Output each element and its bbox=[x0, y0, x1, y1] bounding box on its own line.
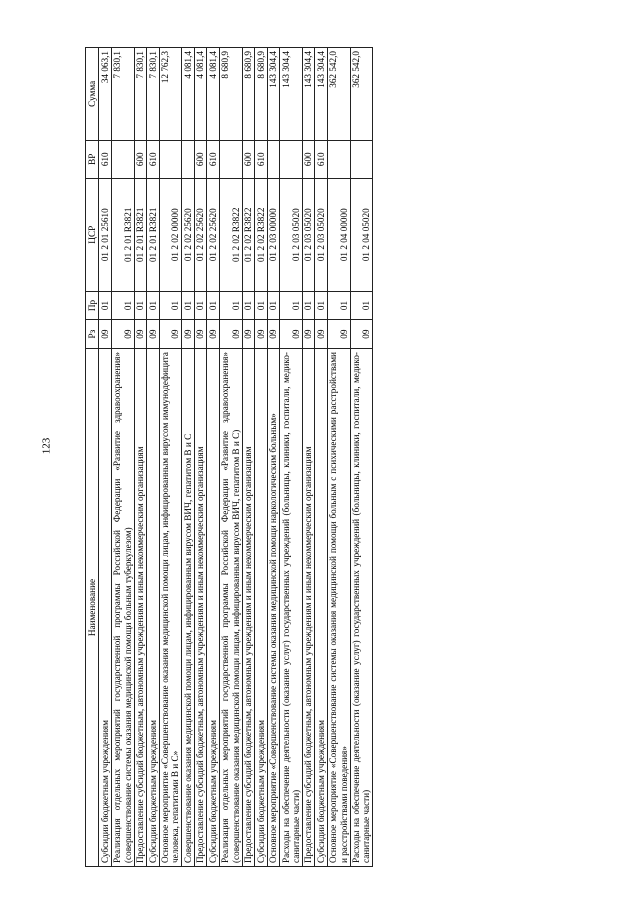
row-sum: 8 680,9 bbox=[242, 48, 254, 141]
row-vr: 610 bbox=[207, 140, 219, 178]
row-name: Расходы на обеспечение деятельности (оказание услуг) государственных учреждений (больницы, клиники, госпитали, медико-санитарные части) bbox=[280, 349, 303, 867]
row-csr: 01 2 01 R3821 bbox=[134, 178, 146, 291]
row-sum: 8 680,9 bbox=[255, 48, 267, 141]
row-name: Совершенствование оказания медицинской помощи лицам, инфицированным вирусом ВИЧ, гепатитом В и С bbox=[182, 349, 194, 867]
row-csr: 01 2 03 05020 bbox=[280, 178, 303, 291]
row-vr: 610 bbox=[99, 140, 111, 178]
table-row bbox=[182, 48, 194, 867]
row-rz: 09 bbox=[134, 320, 146, 349]
header-name: Наименование bbox=[86, 349, 99, 867]
row-pr: 01 bbox=[159, 291, 182, 320]
budget-table bbox=[85, 47, 373, 867]
row-vr: 600 bbox=[242, 140, 254, 178]
row-rz: 09 bbox=[242, 320, 254, 349]
row-csr: 01 2 04 05020 bbox=[350, 178, 373, 291]
row-name: Предоставление субсидий бюджетным, автономным учреждениям и иным некоммерческим организациям bbox=[242, 349, 254, 867]
row-vr bbox=[182, 140, 194, 178]
row-pr: 01 bbox=[255, 291, 267, 320]
row-name: Реализация отдельных мероприятий государственной программы Российской Федерации «Развитие здравоохранения» (совершенствование системы оказания медицинской помощи больным туберкулезом) bbox=[111, 349, 134, 867]
row-name: Субсидии бюджетным учреждениям bbox=[315, 349, 327, 867]
row-pr: 01 bbox=[280, 291, 303, 320]
row-vr: 610 bbox=[147, 140, 159, 178]
row-pr: 01 bbox=[350, 291, 373, 320]
row-rz: 09 bbox=[327, 320, 350, 349]
row-pr: 01 bbox=[147, 291, 159, 320]
table-row bbox=[242, 48, 254, 867]
row-sum: 362 542,0 bbox=[327, 48, 350, 141]
row-vr: 610 bbox=[315, 140, 327, 178]
row-csr: 01 2 03 00000 bbox=[267, 178, 279, 291]
row-vr bbox=[327, 140, 350, 178]
row-pr: 01 bbox=[219, 291, 242, 320]
row-name: Расходы на обеспечение деятельности (оказание услуг) государственных учреждений (больницы, клиники, госпитали, медико-санитарные части) bbox=[350, 349, 373, 867]
table-row bbox=[147, 48, 159, 867]
header-sum: Сумма bbox=[86, 48, 99, 141]
table-row bbox=[327, 48, 350, 867]
row-vr bbox=[219, 140, 242, 178]
row-name: Основное мероприятие «Совершенствование оказания медицинской помощи лицам, инфицированным вирусом иммунодефицита человека, гепатитами В и С» bbox=[159, 349, 182, 867]
row-csr: 01 2 02 R3822 bbox=[255, 178, 267, 291]
row-sum: 7 830,1 bbox=[134, 48, 146, 141]
row-name: Предоставление субсидий бюджетным, автономным учреждениям и иным некоммерческим организациям bbox=[302, 349, 314, 867]
row-csr: 01 2 02 25620 bbox=[194, 178, 206, 291]
row-csr: 01 2 02 R3822 bbox=[242, 178, 254, 291]
row-name: Субсидии бюджетным учреждениям bbox=[99, 349, 111, 867]
row-rz: 09 bbox=[315, 320, 327, 349]
row-sum: 7 830,1 bbox=[111, 48, 134, 141]
header-rz: Рз bbox=[86, 320, 99, 349]
row-pr: 01 bbox=[315, 291, 327, 320]
row-sum: 143 304,4 bbox=[302, 48, 314, 141]
row-rz: 09 bbox=[99, 320, 111, 349]
row-sum: 12 762,3 bbox=[159, 48, 182, 141]
row-sum: 4 081,4 bbox=[182, 48, 194, 141]
header-vr: ВР bbox=[86, 140, 99, 178]
row-vr bbox=[111, 140, 134, 178]
row-name: Реализация отдельных мероприятий государственной программы Российской Федерации «Развитие здравоохранения» (совершенствование оказания медицинской помощи лицам, инфицированным вирусом ВИЧ, гепатитом В и С) bbox=[219, 349, 242, 867]
row-rz: 09 bbox=[147, 320, 159, 349]
row-pr: 01 bbox=[302, 291, 314, 320]
table-row bbox=[99, 48, 111, 867]
header-csr: ЦСР bbox=[86, 178, 99, 291]
row-rz: 09 bbox=[194, 320, 206, 349]
row-name: Основное мероприятие «Совершенствование системы оказания медицинской помощи наркологическим больным» bbox=[267, 349, 279, 867]
row-pr: 01 bbox=[194, 291, 206, 320]
row-name: Субсидии бюджетным учреждениям bbox=[207, 349, 219, 867]
row-sum: 7 830,1 bbox=[147, 48, 159, 141]
row-pr: 01 bbox=[182, 291, 194, 320]
row-sum: 362 542,0 bbox=[350, 48, 373, 141]
row-pr: 01 bbox=[267, 291, 279, 320]
table-row bbox=[267, 48, 279, 867]
row-sum: 4 081,4 bbox=[194, 48, 206, 141]
row-csr: 01 2 02 00000 bbox=[159, 178, 182, 291]
row-vr bbox=[159, 140, 182, 178]
row-pr: 01 bbox=[242, 291, 254, 320]
row-sum: 34 063,1 bbox=[99, 48, 111, 141]
row-rz: 09 bbox=[207, 320, 219, 349]
header-row bbox=[86, 48, 99, 867]
row-pr: 01 bbox=[99, 291, 111, 320]
row-pr: 01 bbox=[207, 291, 219, 320]
table-row bbox=[194, 48, 206, 867]
row-sum: 143 304,4 bbox=[267, 48, 279, 141]
row-vr: 600 bbox=[194, 140, 206, 178]
row-rz: 09 bbox=[111, 320, 134, 349]
row-csr: 01 2 02 R3822 bbox=[219, 178, 242, 291]
row-pr: 01 bbox=[327, 291, 350, 320]
row-csr: 01 2 01 25610 bbox=[99, 178, 111, 291]
row-name: Субсидии бюджетным учреждениям bbox=[147, 349, 159, 867]
row-vr bbox=[350, 140, 373, 178]
row-name: Предоставление субсидий бюджетным, автономным учреждениям и иным некоммерческим организациям bbox=[134, 349, 146, 867]
row-sum: 8 680,9 bbox=[219, 48, 242, 141]
row-vr: 600 bbox=[302, 140, 314, 178]
header-pr: Пр bbox=[86, 291, 99, 320]
row-csr: 01 2 01 R3821 bbox=[111, 178, 134, 291]
row-rz: 09 bbox=[255, 320, 267, 349]
row-rz: 09 bbox=[182, 320, 194, 349]
row-csr: 01 2 02 25620 bbox=[207, 178, 219, 291]
table-row bbox=[350, 48, 373, 867]
table-row bbox=[280, 48, 303, 867]
table-row bbox=[255, 48, 267, 867]
row-name: Основное мероприятие «Совершенствование системы оказания медицинской помощи больным с психическими расстройствами и расстройствами поведения» bbox=[327, 349, 350, 867]
row-csr: 01 2 02 25620 bbox=[182, 178, 194, 291]
row-csr: 01 2 04 00000 bbox=[327, 178, 350, 291]
rotated-table-container bbox=[85, 47, 545, 867]
row-csr: 01 2 03 05020 bbox=[315, 178, 327, 291]
row-sum: 143 304,4 bbox=[315, 48, 327, 141]
row-rz: 09 bbox=[219, 320, 242, 349]
table-row bbox=[219, 48, 242, 867]
table-row bbox=[315, 48, 327, 867]
table-row bbox=[134, 48, 146, 867]
row-vr bbox=[280, 140, 303, 178]
row-name: Субсидии бюджетным учреждениям bbox=[255, 349, 267, 867]
row-name: Предоставление субсидий бюджетным, автономным учреждениям и иным некоммерческим организациям bbox=[194, 349, 206, 867]
row-rz: 09 bbox=[302, 320, 314, 349]
row-rz: 09 bbox=[350, 320, 373, 349]
table-row bbox=[207, 48, 219, 867]
row-rz: 09 bbox=[280, 320, 303, 349]
row-pr: 01 bbox=[111, 291, 134, 320]
row-csr: 01 2 01 R3821 bbox=[147, 178, 159, 291]
row-rz: 09 bbox=[267, 320, 279, 349]
row-sum: 4 081,4 bbox=[207, 48, 219, 141]
page-number: 123 bbox=[40, 437, 53, 455]
row-rz: 09 bbox=[159, 320, 182, 349]
row-vr bbox=[267, 140, 279, 178]
table-row bbox=[111, 48, 134, 867]
row-vr: 600 bbox=[134, 140, 146, 178]
table-row bbox=[302, 48, 314, 867]
table-row bbox=[159, 48, 182, 867]
row-sum: 143 304,4 bbox=[280, 48, 303, 141]
row-vr: 610 bbox=[255, 140, 267, 178]
row-csr: 01 2 03 05020 bbox=[302, 178, 314, 291]
row-pr: 01 bbox=[134, 291, 146, 320]
